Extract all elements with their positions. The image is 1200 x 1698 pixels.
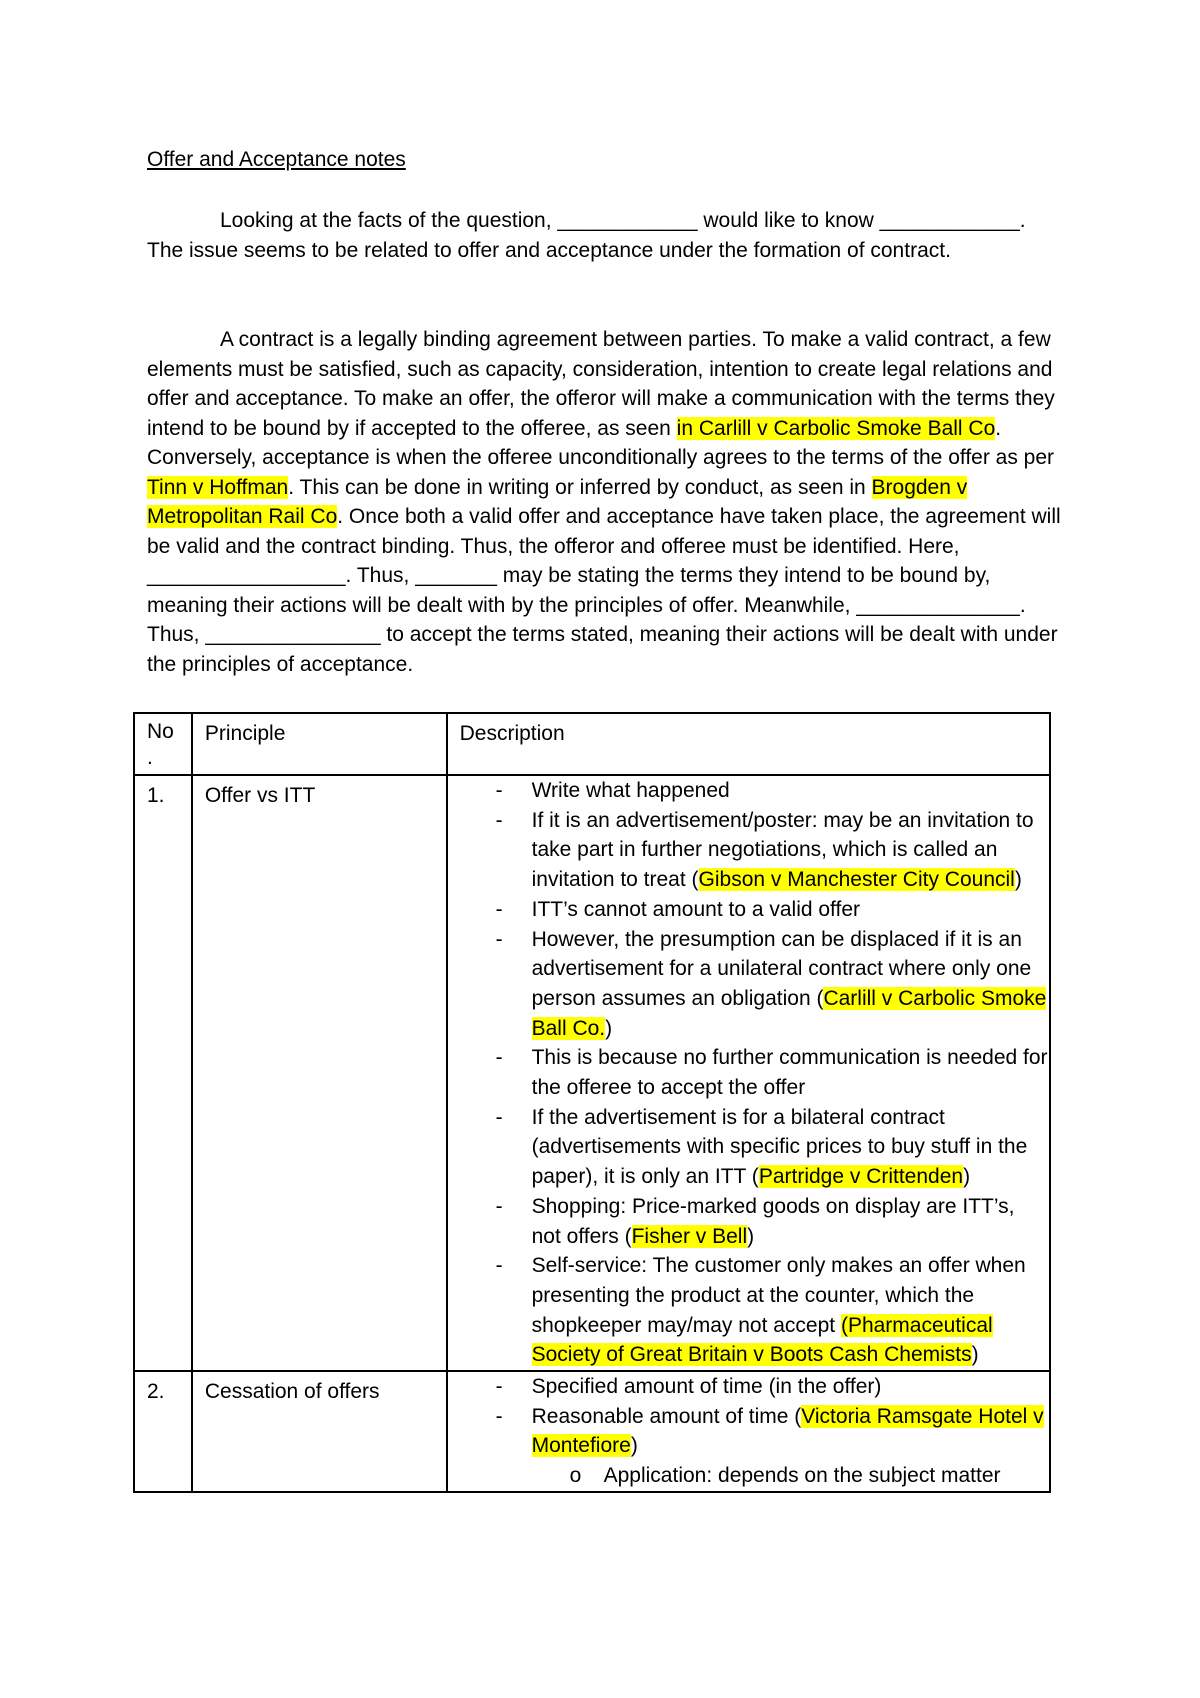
row-principle: Cessation of offers (204, 1380, 380, 1404)
item-text: ) (605, 1016, 613, 1040)
header-principle: Principle (204, 722, 286, 745)
case-highlight: Gibson v Manchester City Council (698, 868, 1015, 892)
case-highlight: Brogden v Metropolitan Rail Co (147, 475, 968, 528)
description-item (448, 1192, 1049, 1251)
row-number: 1. (147, 784, 165, 807)
case-highlight: Partridge v Crittenden (758, 1165, 964, 1189)
item-text: ITT’s cannot amount to a valid offer (531, 897, 861, 921)
description-item (448, 776, 1049, 806)
item-text: Reasonable amount of time ( (531, 1404, 802, 1428)
row-number: 2. (147, 1380, 165, 1404)
description-item (448, 895, 1049, 925)
bullet-marker: - (495, 808, 503, 832)
contract-paragraph-text: . Conversely, acceptance is when the offeree unconditionally agrees to the terms of the offer as per (147, 416, 1055, 469)
description-item (448, 1043, 1049, 1102)
case-highlight: in Carlill v Carbolic Smoke Ball Co (676, 416, 996, 440)
row-principle: Offer vs ITT (204, 784, 316, 807)
case-highlight: Fisher v Bell (631, 1224, 748, 1248)
description-item (448, 806, 1049, 895)
bullet-marker: - (495, 897, 503, 921)
item-text: If it is an advertisement/poster: may be an invitation to take part in further negotiations, which is called an invitation to treat ( (531, 808, 1034, 892)
row-principle-cell (192, 775, 447, 1371)
contract-paragraph-text: . Once both a valid offer and acceptance have taken place, the agreement will be valid and the contract binding. Thus, the offeror and offeree must be identified. Here, _________________. Thus, _______ may be stating the terms they intend to be bound by, meaning their actions will be dealt with by the principles of offer. Meanwhile, ______________. Thus, _______________ to accept the terms stated, meaning their actions will be dealt with under the principles of acceptance. (147, 505, 1061, 676)
description-item (448, 1461, 1049, 1491)
contract-paragraph (147, 325, 1067, 679)
item-text: If the advertisement is for a bilateral contract (advertisements with specific prices to buy stuff in the paper), it is only an ITT ( (531, 1105, 1028, 1189)
description-item (448, 1372, 1049, 1402)
intro-paragraph-text: Looking at the facts of the question, ____________ would like to know ____________. The issue seems to be related to offer and acceptance under the formation of contract. (147, 209, 1026, 262)
row-description-cell (447, 1371, 1050, 1492)
item-text: Write what happened (531, 779, 730, 802)
bullet-marker: - (495, 779, 503, 802)
row-principle-cell (192, 1371, 447, 1492)
description-item (448, 925, 1049, 1044)
description-item (448, 1103, 1049, 1192)
contract-paragraph-text: . This can be done in writing or inferred by conduct, as seen in (288, 475, 872, 499)
description-list (448, 1372, 1049, 1491)
principles-table (133, 712, 1051, 1493)
case-highlight: Tinn v Hoffman (147, 475, 289, 499)
item-text: Application: depends on the subject matter (603, 1464, 1001, 1488)
table-row (134, 1371, 1050, 1492)
bullet-marker: - (495, 927, 503, 951)
item-text: ) (963, 1165, 971, 1189)
bullet-marker: - (495, 1194, 503, 1218)
item-text: Specified amount of time (in the offer) (531, 1375, 882, 1399)
table-header-row (134, 713, 1050, 775)
header-principle-cell (192, 713, 447, 775)
contract-paragraph-text: A contract is a legally binding agreement between parties. To make a valid contract, a few elements must be satisfied, such as capacity, consideration, intention to create legal relations and offer and acceptance. To make an offer, the offeror will make a communication with the terms they intend to be bound by if accepted to the offeree, as seen (147, 328, 1055, 440)
bullet-marker: - (495, 1404, 503, 1428)
row-description-cell (447, 775, 1050, 1371)
header-no: No . (147, 720, 174, 769)
item-text: ) (747, 1224, 755, 1248)
bullet-marker: - (495, 1105, 503, 1129)
description-item (448, 1402, 1049, 1461)
intro-paragraph (147, 206, 1067, 265)
sub-bullet-marker: o (569, 1464, 582, 1488)
item-text: However, the presumption can be displaced if it is an advertisement for a unilateral contract where only one person assumes an obligation ( (531, 927, 1032, 1010)
case-highlight: Carlill v Carbolic Smoke Ball Co. (531, 986, 1047, 1040)
item-text: ) (1014, 868, 1022, 892)
item-text: This is because no further communication is needed for the offeree to accept the offer (531, 1046, 1048, 1100)
case-highlight: Victoria Ramsgate Hotel v Montefiore (531, 1404, 1044, 1458)
item-text: ) (630, 1434, 638, 1458)
bullet-marker: - (495, 1046, 503, 1070)
header-no-cell (134, 713, 192, 775)
item-text: Self-service: The customer only makes an offer when presenting the product at the counter, which the shopkeeper may/may not accept (531, 1254, 1026, 1337)
header-description-cell (447, 713, 1050, 775)
row-no-cell (134, 775, 192, 1371)
description-list (448, 776, 1049, 1370)
bullet-marker: - (495, 1375, 503, 1399)
bullet-marker: - (495, 1254, 503, 1278)
page-title: Offer and Acceptance notes (147, 148, 406, 171)
table-row (134, 775, 1050, 1371)
item-text: ) (971, 1343, 979, 1367)
row-no-cell (134, 1371, 192, 1492)
description-item (448, 1251, 1049, 1370)
item-text: Shopping: Price-marked goods on display are ITT’s, not offers ( (531, 1194, 1015, 1248)
case-highlight: (Pharmaceutical Society of Great Britain v Boots Cash Chemists (531, 1313, 993, 1367)
header-description: Description (459, 722, 565, 745)
